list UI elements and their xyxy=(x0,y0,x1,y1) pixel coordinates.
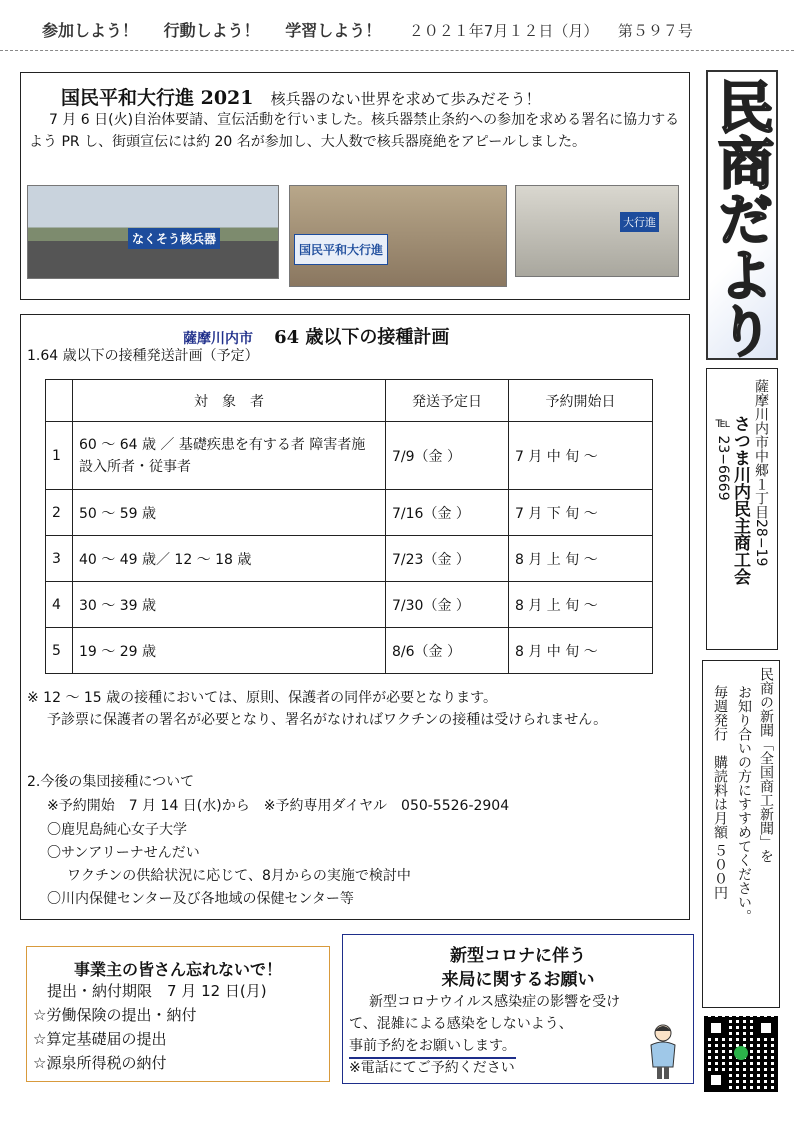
corona-phone-note: ※電話にてご予約ください xyxy=(349,1060,515,1076)
photo-street-rally xyxy=(27,185,279,279)
header-bar xyxy=(42,18,693,41)
venue-3: 〇川内保健センター及び各地域の保健センター等 xyxy=(47,891,354,907)
vaccine-section2: 2.今後の集団接種について xyxy=(27,774,195,790)
peace-body: 7 月 6 日(火)自治体要請、宣伝活動を行いました。核兵器禁止条約への参加を求める署名に協力するよう PR し、街頭宣伝には約 20 名が参加し、大人数で核兵器廃絶をアピールしました。 xyxy=(29,112,680,150)
header-slogan-3: 学習しよう！ xyxy=(285,21,382,40)
table-row xyxy=(46,628,653,674)
col-reserve-start: 予約開始日 xyxy=(509,380,653,422)
ad-line-2: お知り合いの方にすすめてください。 xyxy=(736,685,752,923)
staff-illustration-icon xyxy=(645,1023,681,1081)
line-app-icon xyxy=(734,1046,748,1060)
photo3-banner: 大行進 xyxy=(620,212,659,232)
row-start: 7 月 下 旬 ～ xyxy=(509,490,653,536)
reminder-item-1: ☆労働保険の提出・納付 xyxy=(33,1006,197,1024)
peace-subtitle: 核兵器のない世界を求めて歩みだそう！ xyxy=(270,90,541,108)
reminder-item-3: ☆源泉所得税の納付 xyxy=(33,1054,167,1072)
peace-march-article xyxy=(20,72,690,300)
row-send: 7/23（金 ） xyxy=(386,536,509,582)
note-signature: 予診票に保護者の署名が必要となり、署名がなければワクチンの接種は受けられません。 xyxy=(47,712,608,728)
vaccine-section1: 1.64 歳以下の接種発送計画（予定） xyxy=(27,348,259,364)
qr-finder-tr xyxy=(757,1019,775,1037)
table-header-row xyxy=(46,380,653,422)
masthead xyxy=(706,70,778,360)
table-row xyxy=(46,490,653,536)
row-no: 3 xyxy=(46,536,73,582)
col-send-date: 発送予定日 xyxy=(386,380,509,422)
corona-title-2: 来局に関するお願い xyxy=(441,970,595,990)
photo-petition-handover xyxy=(289,185,507,287)
header-date: ２０２１年7月１２日（月） xyxy=(408,22,599,40)
vaccine-city: 薩摩川内市 xyxy=(183,331,253,347)
qr-finder-bl xyxy=(707,1071,725,1089)
venue-1: 〇鹿児島純心女子大学 xyxy=(47,822,187,838)
corona-notice xyxy=(342,934,694,1084)
qr-finder-tl xyxy=(707,1019,725,1037)
org-name: さつま川内民主商工会 xyxy=(730,415,750,585)
row-target: 19 ～ 29 歳 xyxy=(73,628,386,674)
header-divider xyxy=(0,50,794,51)
employer-reminder xyxy=(26,946,330,1082)
photo2-banner: 国民平和大行進 xyxy=(294,234,388,265)
vaccine-article xyxy=(20,314,690,920)
reminder-deadline: 提出・納付期限 7 月 12 日(月) xyxy=(47,982,267,1000)
reservation-info: ※予約開始 7 月 14 日(水)から ※予約専用ダイヤル 050-5526-2904 xyxy=(47,798,510,814)
row-target: 60 ～ 64 歳 ／ 基礎疾患を有する者 障害者施設入所者・従事者 xyxy=(73,422,386,490)
org-address: 薩摩川内市中郷１丁目28−19 xyxy=(753,379,769,567)
row-no: 1 xyxy=(46,422,73,490)
row-start: 8 月 中 旬 ～ xyxy=(509,628,653,674)
col-target: 対 象 者 xyxy=(73,380,386,422)
header-slogan-2: 行動しよう！ xyxy=(163,21,260,40)
corona-body: 新型コロナウイルス感染症の影響を受けて、混雑による感染をしないよう、 xyxy=(349,994,621,1032)
schedule-table xyxy=(45,379,653,674)
org-info xyxy=(706,368,778,650)
row-target: 30 ～ 39 歳 xyxy=(73,582,386,628)
photo1-banner: なくそう核兵器 xyxy=(128,228,220,249)
header-slogan-1: 参加しよう！ xyxy=(42,21,139,40)
venue-2: 〇サンアリーナせんだい xyxy=(47,845,200,861)
table-row xyxy=(46,422,653,490)
masthead-title: 民商だより xyxy=(709,78,775,358)
row-no: 5 xyxy=(46,628,73,674)
table-row xyxy=(46,536,653,582)
photo-meeting xyxy=(515,185,679,277)
reminder-title: 事業主の皆さん忘れないで！ xyxy=(73,960,282,979)
ad-line-3: 毎週発行 購読料は月額 ５００円 xyxy=(712,685,728,900)
newspaper-ad xyxy=(702,660,780,1008)
qr-code[interactable] xyxy=(704,1016,778,1092)
row-target: 40 ～ 49 歳／ 12 ～ 18 歳 xyxy=(73,536,386,582)
row-no: 2 xyxy=(46,490,73,536)
peace-title: 国民平和大行進 2021 xyxy=(61,87,254,109)
row-start: 8 月 上 旬 ～ xyxy=(509,582,653,628)
venue-2-note: ワクチンの供給状況に応じて、8月からの実施で検討中 xyxy=(67,868,411,884)
row-start: 8 月 上 旬 ～ xyxy=(509,536,653,582)
reminder-item-2: ☆算定基礎届の提出 xyxy=(33,1030,167,1048)
note-guardian: ※ 12 ～ 15 歳の接種においては、原則、保護者の同伴が必要となります。 xyxy=(27,690,498,706)
row-target: 50 ～ 59 歳 xyxy=(73,490,386,536)
corona-title-1: 新型コロナに伴う xyxy=(450,946,586,966)
corona-advance-booking: 事前予約をお願いします。 xyxy=(349,1035,516,1059)
row-send: 7/9（金 ） xyxy=(386,422,509,490)
header-issue: 第５９７号 xyxy=(617,22,693,40)
ad-line-1: 民商の新聞「全国商工新聞」を xyxy=(758,667,774,863)
table-row xyxy=(46,582,653,628)
vaccine-title: 64 歳以下の接種計画 xyxy=(274,327,450,348)
row-no: 4 xyxy=(46,582,73,628)
row-send: 8/6（金 ） xyxy=(386,628,509,674)
row-send: 7/16（金 ） xyxy=(386,490,509,536)
row-send: 7/30（金 ） xyxy=(386,582,509,628)
row-start: 7 月 中 旬 ～ xyxy=(509,422,653,490)
org-tel: ℡ 23−6669 xyxy=(715,415,731,501)
